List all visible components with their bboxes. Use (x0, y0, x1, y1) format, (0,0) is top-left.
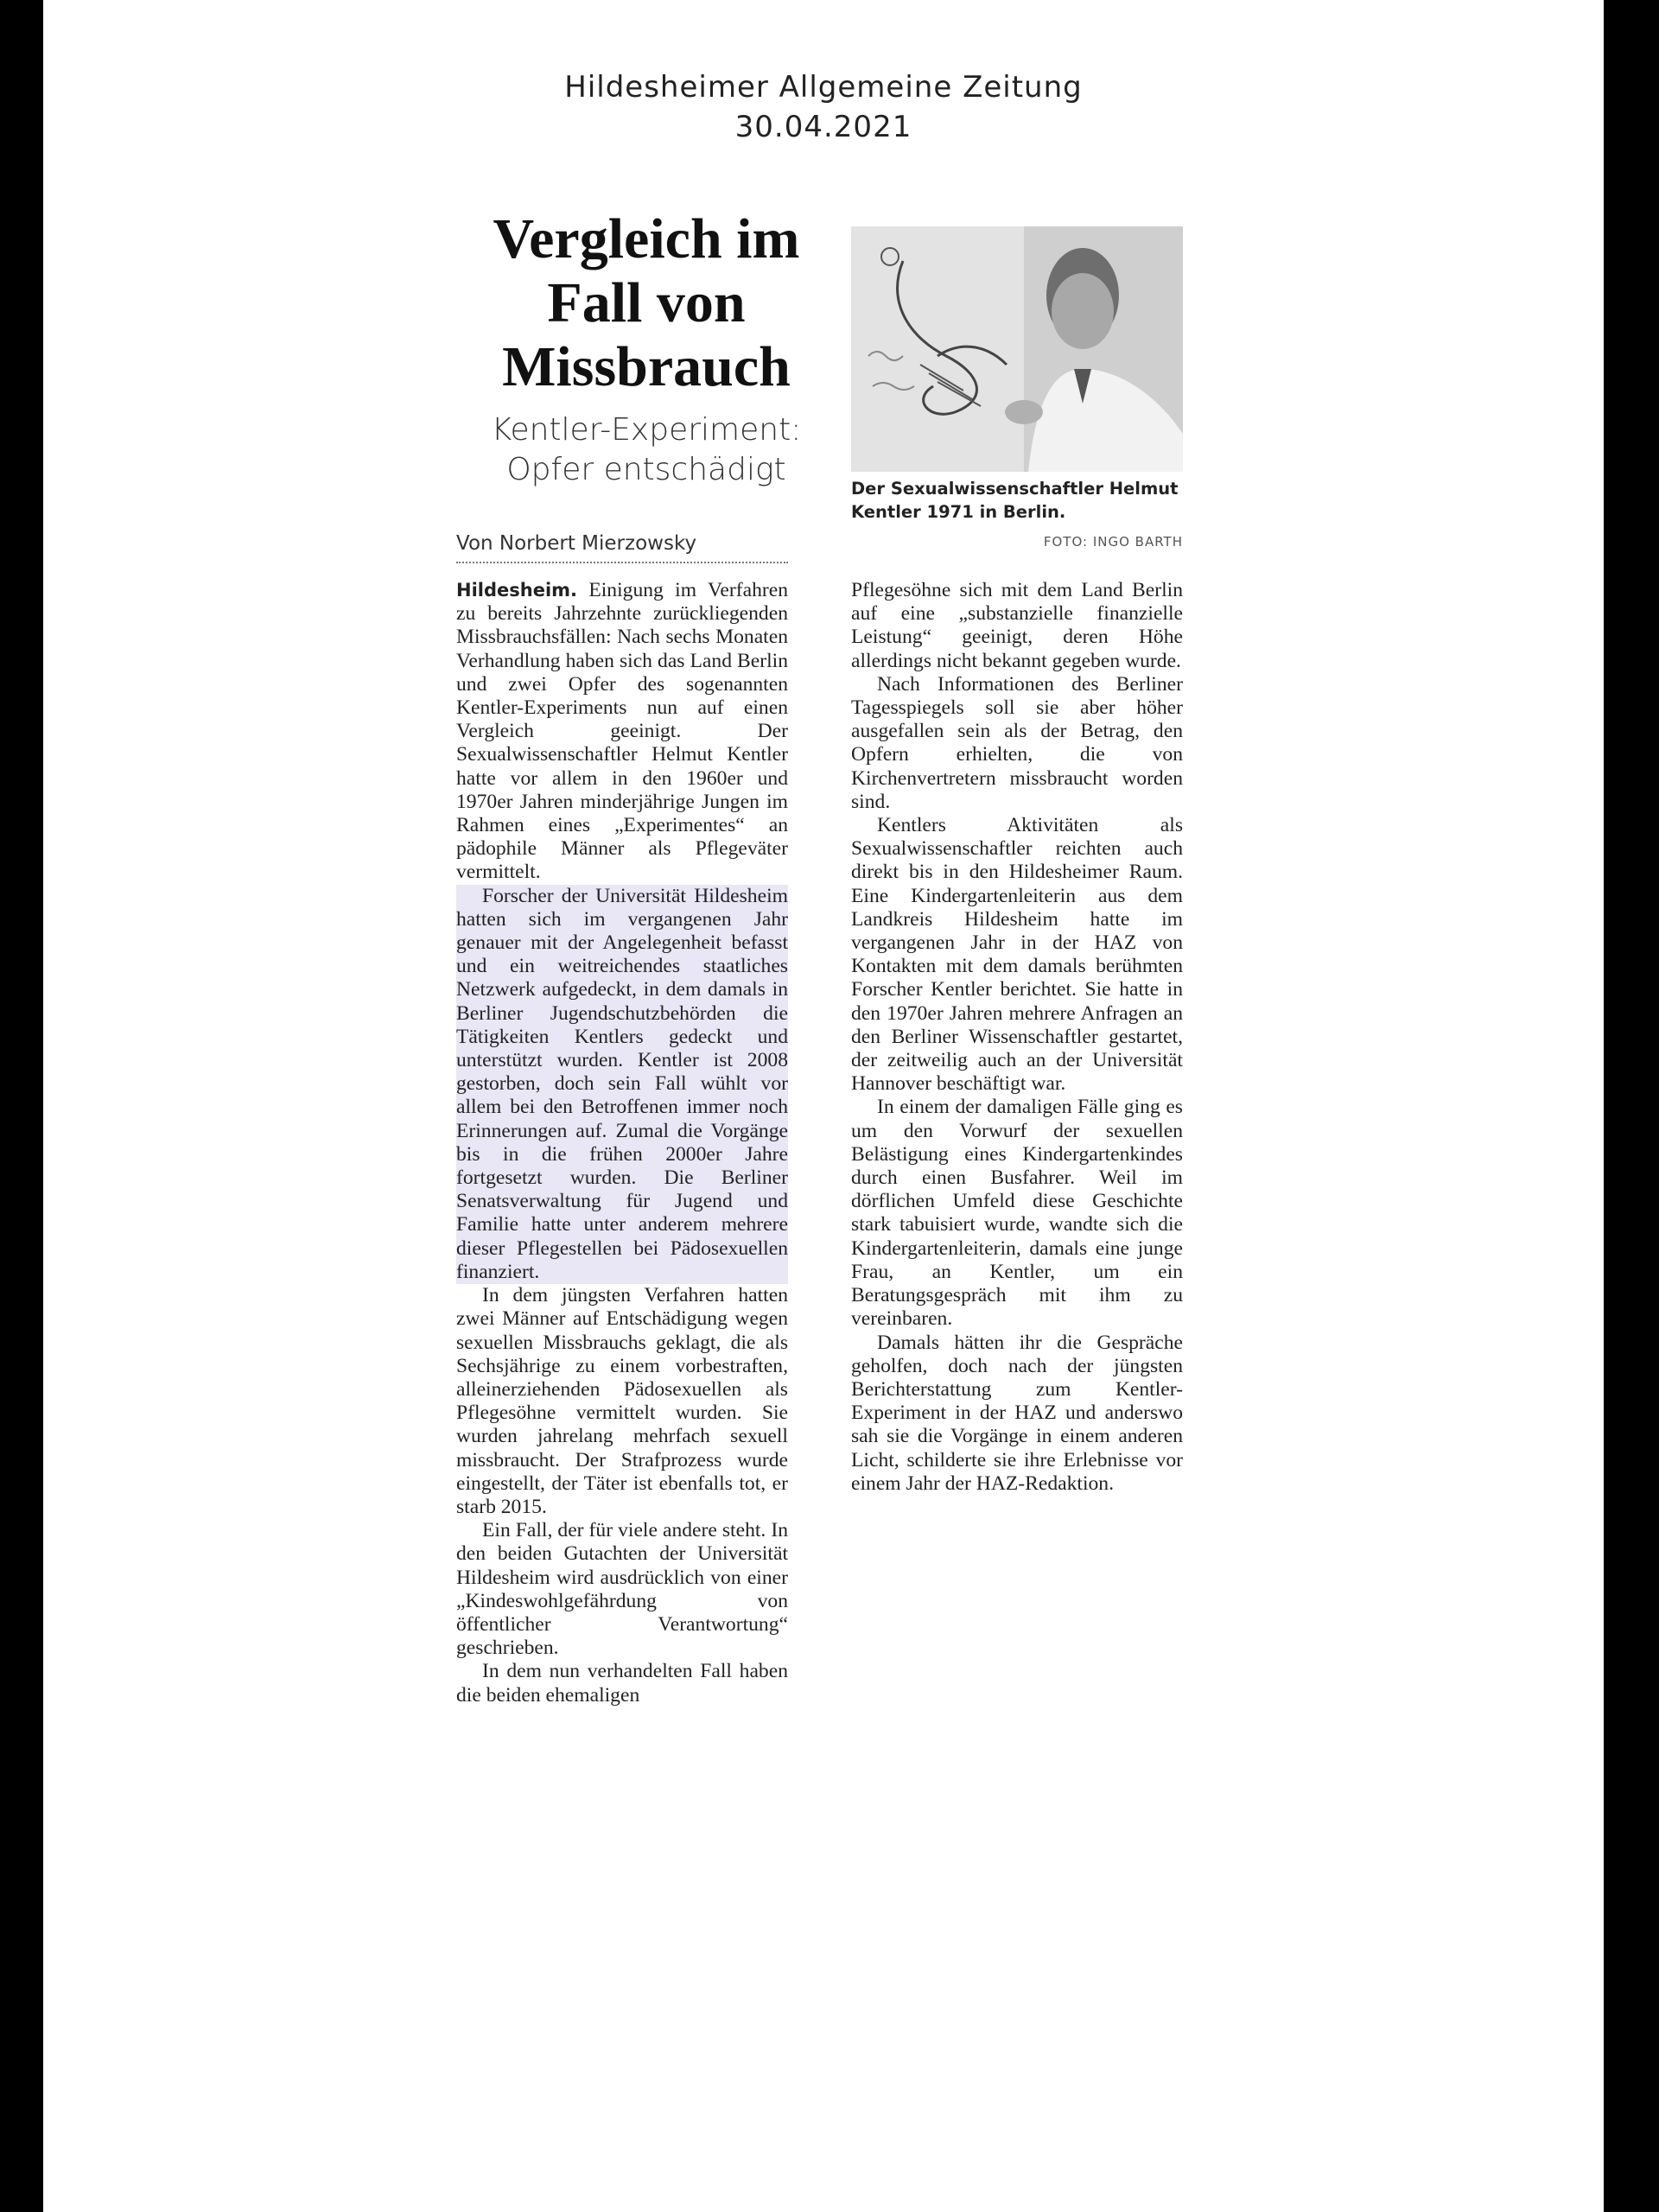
article-column-1 (456, 579, 788, 1707)
dateline: Hildesheim. (456, 580, 577, 601)
newspaper-page (43, 0, 1604, 2212)
photo-credit: FOTO: INGO BARTH (1043, 534, 1183, 550)
photo-caption: Der Sexualwissenschaftler Helmut Kentler 1971 in Berlin. (851, 479, 1179, 522)
article-headline: Vergleich im Fall von Missbrauch (493, 207, 800, 398)
article-subheadline: Kentler-Experiment: Opfer entschädigt (491, 412, 802, 487)
masthead (43, 67, 1604, 147)
highlighted-paragraph: Forscher der Universität Hildesheim hatten sich im vergangenen Jahr genauer mit der Angelegenheit befasst und ein weitreichendes staatliches Netzwerk aufgedeckt, in dem damals in Berliner Jugendschutzbehörden die Tätigkeiten Kentlers gedeckt und unterstützt wurden. Kentler ist 2008 gestorben, doch sein Fall wühlt vor allem bei den Betroffenen immer noch Erinnerungen auf. Zumal die Vorgänge bis in die frühen 2000er Jahre fortgesetzt wurden. Die Berliner Senatsverwaltung für Jugend und Familie hatte unter anderem mehrere dieser Pflegestellen bei Pädosexuellen finanziert. (456, 884, 788, 1283)
article-column-2 (851, 579, 1183, 1496)
portrait-photo-icon (851, 226, 1183, 472)
article-paragraph (456, 579, 788, 885)
newspaper-name: Hildesheimer Allgemeine Zeitung (564, 70, 1083, 105)
article-paragraph: Kentlers Aktivitäten als Sexualwissenschaftler reichten auch direkt bis in den Hildesheimer Raum. Eine Kindergartenleiterin aus dem Landkreis Hildesheim hatte im vergangenen Jahr in der HAZ von Kontakten mit dem damals berühmten Forscher Kentler berichtet. Sie hatte in den 1970er Jahren mehrere Anfragen an den Berliner Wissenschaftler gestartet, der zeitweilig auch an der Universität Hannover beschäftigt war. (851, 814, 1183, 1096)
article-paragraph: Pflegesöhne sich mit dem Land Berlin auf eine „substanzielle finanzielle Leistung“ geeinigt, deren Höhe allerdings nicht bekannt gegeben wurde. (851, 579, 1183, 672)
article-paragraph: Damals hätten ihr die Gespräche geholfen, doch nach der jüngsten Berichterstattung zum Kentler-Experiment in der HAZ und anderswo sah sie die Vorgänge in einem anderen Licht, schilderte sie ihre Erlebnisse vor einem Jahr der HAZ-Redaktion. (851, 1331, 1183, 1495)
article-paragraph: In einem der damaligen Fälle ging es um den Vorwurf der sexuellen Belästigung eines Kindergartenkindes durch einen Busfahrer. Weil im dörflichen Umfeld diese Geschichte stark tabuisiert wurde, wandte sich die Kindergartenleiterin, damals eine junge Frau, an Kentler, um ein Beratungsgespräch mit ihm zu vereinbaren. (851, 1096, 1183, 1331)
article-paragraph: Nach Informationen des Berliner Tagesspiegels soll sie aber höher ausgefallen sein als der Betrag, den Opfern erhielten, die von Kirchenvertretern missbraucht worden sind. (851, 672, 1183, 813)
article-byline: Von Norbert Mierzowsky (456, 529, 788, 563)
publication-date: 30.04.2021 (734, 110, 912, 144)
article-lead-text: Einigung im Verfahren zu bereits Jahrzehnte zurückliegenden Missbrauchsfällen: Nach sechs Monaten Verhandlung haben sich das Land Berlin und zwei Opfer des sogenannten Kentler-Experiments nun auf einen Vergleich geeinigt. Der Sexualwissenschaftler Helmut Kentler hatte vor allem in den 1960er und 1970er Jahren minderjährige Jungen im Rahmen eines „Experimentes“ an pädophile Männer als Pflegeväter vermittelt. (456, 579, 788, 884)
article-paragraph: Ein Fall, der für viele andere steht. In den beiden Gutachten der Universität Hildesheim wird ausdrücklich von einer „Kindeswohlgefährdung von öffentlicher Verantwortung“ geschrieben. (456, 1519, 788, 1660)
article-paragraph: In dem jüngsten Verfahren hatten zwei Männer auf Entschädigung wegen sexuellen Missbrauchs geklagt, die als Sechsjährige zu einem vorbestraften, alleinerziehenden Pädosexuellen als Pflegesöhne vermittelt wurden. Sie wurden jahrelang mehrfach sexuell missbraucht. Der Strafprozess wurde eingestellt, der Täter ist ebenfalls tot, er starb 2015. (456, 1284, 788, 1518)
article-paragraph: In dem nun verhandelten Fall haben die beiden ehemaligen (456, 1660, 788, 1707)
photo-illustration (851, 226, 1183, 472)
